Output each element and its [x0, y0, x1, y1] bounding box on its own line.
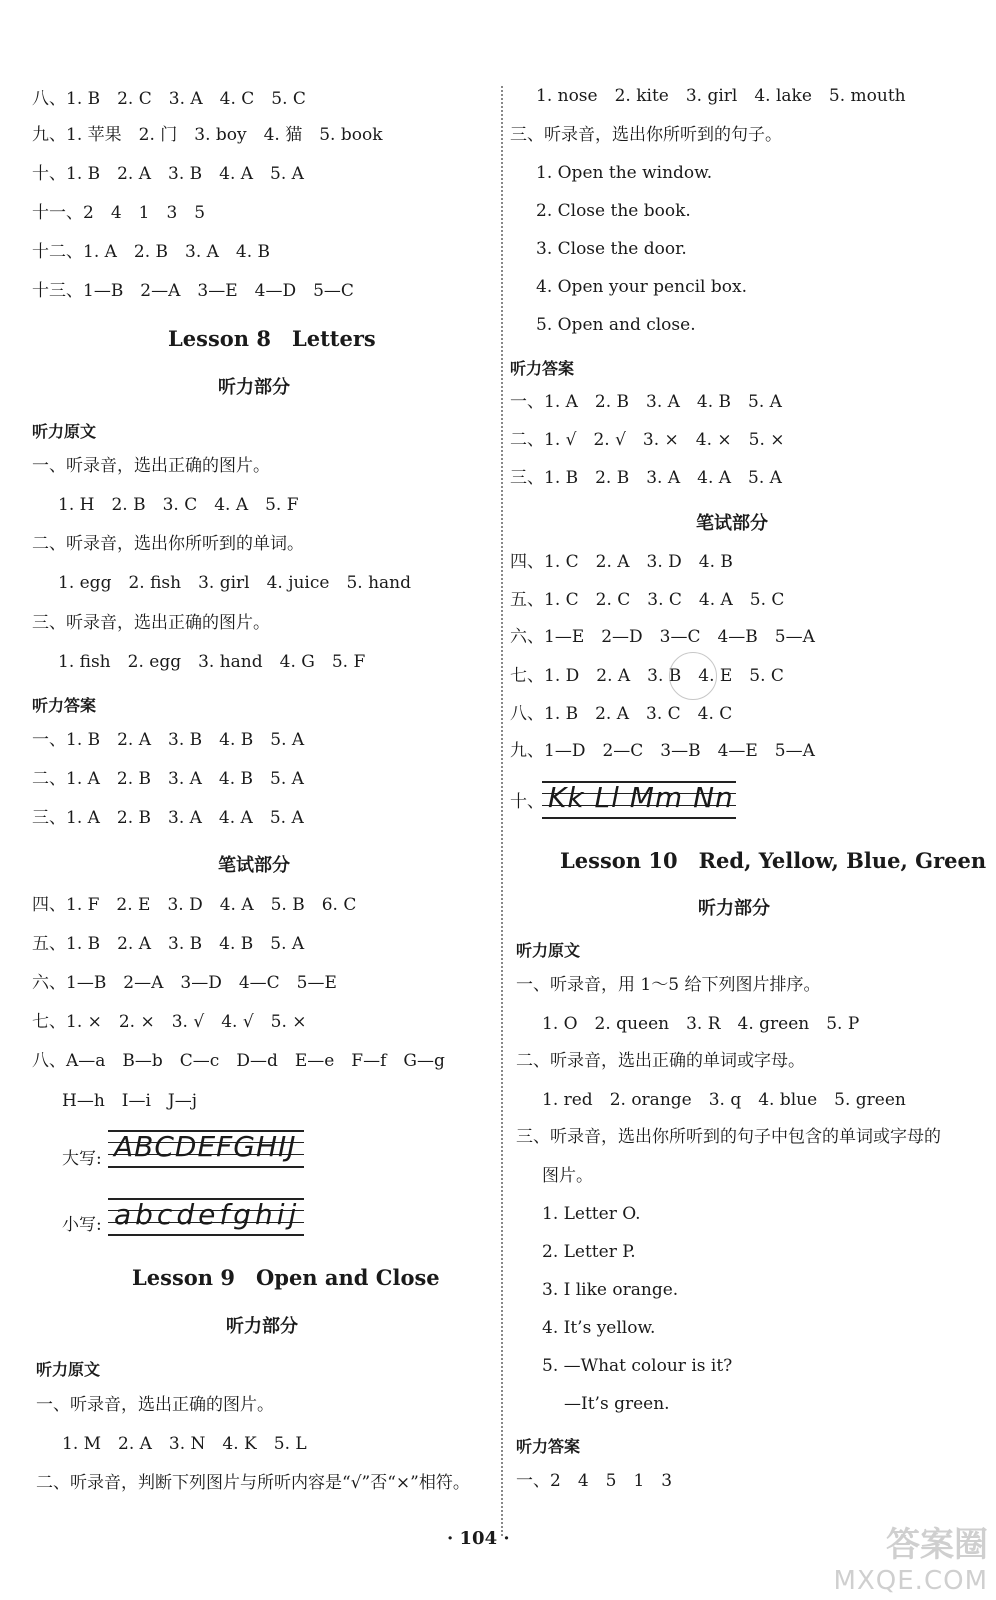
lowercase-handwriting: abcdefghij [108, 1196, 304, 1236]
answer-line: 一、1. A 2. B 3. A 4. B 5. A [510, 392, 782, 412]
answer-line: 八、1. B 2. A 3. C 4. C [510, 704, 733, 724]
answer-line: 1. fish 2. egg 3. hand 4. G 5. F [58, 652, 366, 672]
question-line: 三、听录音，选出正确的图片。 [32, 613, 270, 633]
subsection-title: 听力原文 [516, 941, 581, 960]
subsection-title: 听力答案 [32, 696, 97, 715]
answer-line: H—h I—i J—j [62, 1091, 198, 1111]
answer-line: 四、1. F 2. E 3. D 4. A 5. B 6. C [32, 895, 357, 915]
answer-line: 六、1—E 2—D 3—C 4—B 5—A [510, 627, 815, 647]
question-line: 三、听录音，选出你所听到的句子中包含的单词或字母的 [516, 1127, 941, 1147]
answer-line: 五、1. C 2. C 3. C 4. A 5. C [510, 590, 785, 610]
answer-line: 八、A—a B—b C—c D—d E—e F—f G—g [32, 1051, 445, 1071]
answer-line: 1. O 2. queen 3. R 4. green 5. P [542, 1014, 860, 1034]
sentence-line: 1. Open the window. [536, 163, 713, 183]
column-divider [501, 86, 503, 1536]
answer-line: 九、1—D 2—C 3—B 4—E 5—A [510, 741, 815, 761]
answer-line: 二、1. A 2. B 3. A 4. B 5. A [32, 769, 304, 789]
lesson-title: Lesson 10 Red, Yellow, Blue, Green [560, 848, 987, 873]
answer-line: 1. M 2. A 3. N 4. K 5. L [62, 1434, 307, 1454]
section-title: 笔试部分 [696, 513, 768, 534]
section-title: 听力部分 [218, 377, 290, 398]
lowercase-label: 小写: [62, 1215, 102, 1235]
sentence-line: 1. Letter O. [542, 1204, 641, 1224]
uppercase-label: 大写: [62, 1149, 102, 1169]
answer-line: 三、1. A 2. B 3. A 4. A 5. A [32, 808, 304, 828]
section-title: 笔试部分 [218, 855, 290, 876]
sentence-line: 3. I like orange. [542, 1280, 679, 1300]
question-line: 三、听录音，选出你所听到的句子。 [510, 125, 782, 145]
answer-line: 1. egg 2. fish 3. girl 4. juice 5. hand [58, 573, 411, 593]
question-line: 二、听录音，选出正确的单词或字母。 [516, 1051, 805, 1071]
sentence-line: 2. Close the book. [536, 201, 691, 221]
answer-line: 1. H 2. B 3. C 4. A 5. F [58, 495, 299, 515]
seal-stamp [669, 652, 717, 700]
answer-line: 一、1. B 2. A 3. B 4. B 5. A [32, 730, 305, 750]
lesson-title: Lesson 9 Open and Close [132, 1265, 440, 1290]
sentence-line: 4. Open your pencil box. [536, 277, 747, 297]
answer-line: 二、1. √ 2. √ 3. × 4. × 5. × [510, 430, 785, 450]
question-line: 二、听录音，判断下列图片与所听内容是“√”否“×”相符。 [36, 1473, 470, 1493]
answer-line: 七、1. × 2. × 3. √ 4. √ 5. × [32, 1012, 307, 1032]
answer-line: 十二、1. A 2. B 3. A 4. B [32, 242, 271, 262]
answer-line: 1. nose 2. kite 3. girl 4. lake 5. mouth [536, 86, 906, 106]
section-title: 听力部分 [698, 898, 770, 919]
answer-line: 三、1. B 2. B 3. A 4. A 5. A [510, 468, 782, 488]
sentence-line: 4. It’s yellow. [542, 1318, 656, 1338]
watermark-cn: 答案圈 [886, 1525, 988, 1565]
answer-line: 四、1. C 2. A 3. D 4. B [510, 552, 733, 572]
page-number: · 104 · [447, 1528, 510, 1549]
watermark-logo [834, 1517, 988, 1596]
answer-line: 十、1. B 2. A 3. B 4. A 5. A [32, 164, 304, 184]
answer-line: 十一、2 4 1 3 5 [32, 203, 206, 223]
lesson-title: Lesson 8 Letters [168, 326, 376, 351]
section-title: 听力部分 [226, 1316, 298, 1337]
uppercase-handwriting: ABCDEFGHIJ [108, 1128, 304, 1168]
sentence-line: 5. —What colour is it? [542, 1356, 733, 1376]
sentence-line: 2. Letter P. [542, 1242, 636, 1262]
subsection-title: 听力答案 [516, 1437, 581, 1456]
question-number: 十、 [510, 792, 544, 812]
subsection-title: 听力答案 [510, 359, 575, 378]
question-line: 一、听录音，选出正确的图片。 [36, 1395, 274, 1415]
answer-line: 九、1. 苹果 2. 门 3. boy 4. 猫 5. book [32, 125, 383, 145]
watermark-en: MXQE.COM [833, 1566, 988, 1596]
question-line: 图片。 [542, 1166, 593, 1186]
sentence-line: 3. Close the door. [536, 239, 687, 259]
letters-handwriting: Kk Ll Mm Nn [542, 779, 736, 819]
answer-line: 1. red 2. orange 3. q 4. blue 5. green [542, 1090, 906, 1110]
subsection-title: 听力原文 [36, 1360, 101, 1379]
question-line: 二、听录音，选出你所听到的单词。 [32, 534, 304, 554]
sentence-line: 5. Open and close. [536, 315, 696, 335]
answer-line: 一、2 4 5 1 3 [516, 1471, 673, 1491]
answer-line: 十三、1—B 2—A 3—E 4—D 5—C [32, 281, 354, 301]
answer-line: 五、1. B 2. A 3. B 4. B 5. A [32, 934, 305, 954]
question-line: 一、听录音，选出正确的图片。 [32, 456, 270, 476]
answer-line: 八、1. B 2. C 3. A 4. C 5. C [32, 89, 306, 109]
subsection-title: 听力原文 [32, 422, 97, 441]
answer-line: 六、1—B 2—A 3—D 4—C 5—E [32, 973, 337, 993]
question-line: 一、听录音，用 1～5 给下列图片排序。 [516, 975, 821, 995]
sentence-line: —It’s green. [564, 1394, 670, 1414]
answer-line: 七、1. D 2. A 3. B 4. E 5. C [510, 666, 784, 686]
